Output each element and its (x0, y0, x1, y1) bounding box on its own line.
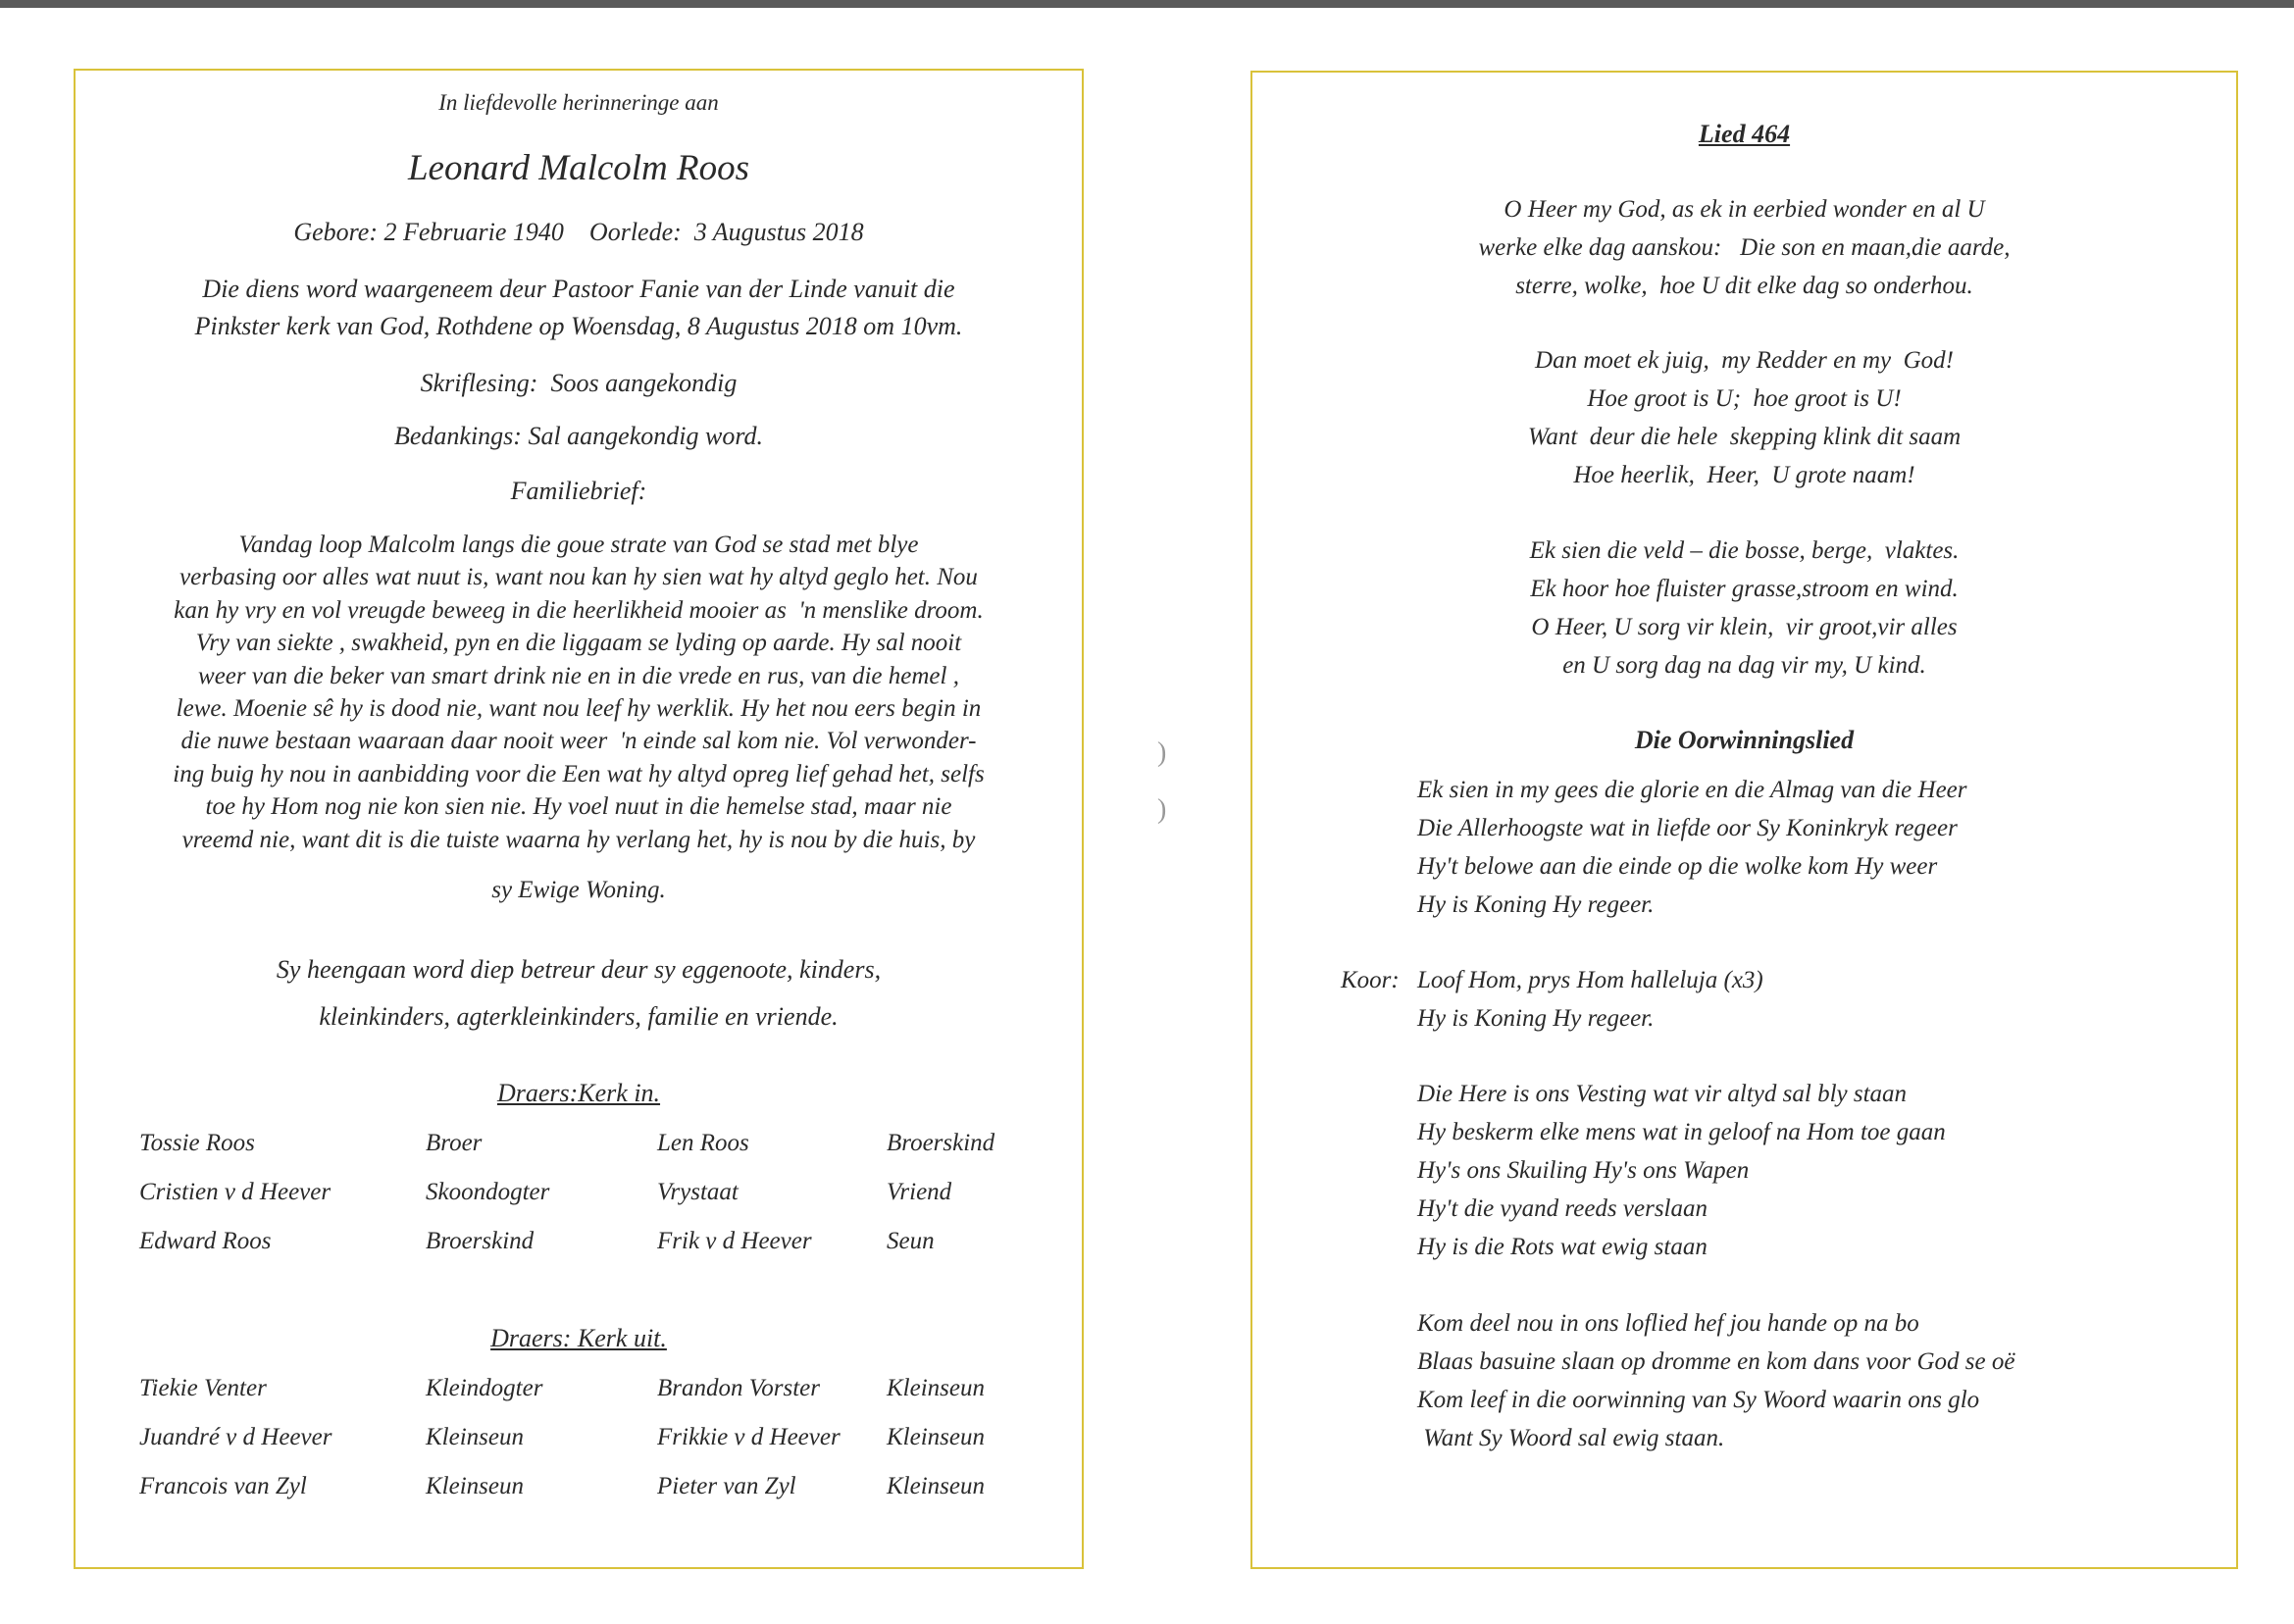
dates-line: Gebore: 2 Februarie 1940 Oorlede: 3 Augustus 2018 (293, 218, 864, 246)
right-page (1250, 71, 2238, 1569)
bearers-out-title: Draers: Kerk uit. (490, 1324, 667, 1352)
bearer-in-relation: Broerskind (426, 1228, 535, 1254)
bearer-out-name: Tiekie Venter (139, 1375, 267, 1401)
letter-line: ing buig hy nou in aanbidding voor die Een wat hy altyd opreg lief gehad het, selfs (173, 760, 985, 787)
stanza3-line: en U sorg dag na dag vir my, U kind. (1562, 652, 1926, 679)
letter-line: lewe. Moenie sê hy is dood nie, want nou leef hy werklik. Hy het nou eers begin in (176, 695, 982, 722)
hymn-title: Lied 464 (1698, 120, 1791, 148)
letter-line: die nuwe bestaan waaraan daar nooit weer 'n einde sal kom nie. Vol verwonder- (180, 728, 977, 755)
chorus-label: Koor: (1341, 967, 1400, 993)
bearer-in-name: Edward Roos (139, 1228, 272, 1254)
letter-line: Vandag loop Malcolm langs die goue strate van God se stad met blye (238, 532, 919, 558)
bearer-in-relation: Broer (426, 1130, 483, 1156)
song2-verse3-line: Blaas basuine slaan op dromme en kom dans voor God se oë (1417, 1348, 2015, 1375)
song2-verse2-line: Die Here is ons Vesting wat vir altyd sal bly staan (1417, 1081, 1908, 1107)
letter-line: Vry van siekte , swakheid, pyn en die liggaam se lyding op aarde. Hy sal nooit (195, 630, 962, 657)
binding-mark: ) (1157, 737, 1167, 768)
song2-verse2-line: Hy's ons Skuiling Hy's ons Wapen (1417, 1157, 1750, 1184)
bearer-out-name: Francois van Zyl (139, 1473, 307, 1499)
thanks-line: Bedankings: Sal aangekondig word. (394, 422, 763, 450)
bearer-out-relation: Kleinseun (887, 1375, 985, 1401)
letter-line: vreemd nie, want dit is die tuiste waarna hy verlang het, hy is nou by die huis, by (181, 826, 976, 853)
stanza1-line: werke elke dag aanskou: Die son en maan,die aarde, (1478, 234, 2011, 261)
song2-verse3-line: Kom deel nou in ons loflied hef jou hande op na bo (1417, 1310, 1919, 1337)
song2-verse2-line: Hy is die Rots wat ewig staan (1417, 1234, 1708, 1260)
deceased-name: Leonard Malcolm Roos (407, 148, 750, 188)
song2-verse2-line: Hy't die vyand reeds verslaan (1417, 1195, 1708, 1222)
bearer-out-name: Pieter van Zyl (657, 1473, 796, 1499)
song2-verse1-line: Die Allerhoogste wat in liefde oor Sy Koninkryk regeer (1417, 815, 1958, 841)
reading-line: Skriflesing: Soos aangekondig (420, 369, 738, 397)
mourned-line-1: Sy heengaan word diep betreur deur sy eggenoote, kinders, (276, 955, 882, 984)
bearer-in-relation: Broerskind (887, 1130, 995, 1156)
song2-verse2-line: Hy beskerm elke mens wat in geloof na Hom toe gaan (1417, 1119, 1946, 1145)
service-line-2: Pinkster kerk van God, Rothdene op Woensdag, 8 Augustus 2018 om 10vm. (194, 312, 963, 340)
chorus-line: Loof Hom, prys Hom halleluja (x3) (1417, 967, 1763, 993)
bearer-in-name: Frik v d Heever (657, 1228, 812, 1254)
song2-title: Die Oorwinningslied (1634, 726, 1855, 754)
service-line-1: Die diens word waargeneem deur Pastoor Fanie van der Linde vanuit die (202, 275, 955, 303)
stanza3-line: O Heer, U sorg vir klein, vir groot,vir alles (1531, 614, 1958, 640)
stanza2-line: Dan moet ek juig, my Redder en my God! (1535, 347, 1954, 374)
binding-mark: ) (1157, 794, 1167, 825)
stanza1-line: O Heer my God, as ek in eerbied wonder en al U (1504, 196, 1985, 223)
bearer-in-name: Len Roos (657, 1130, 749, 1156)
stanza2-line: Hoe heerlik, Heer, U grote naam! (1573, 462, 1915, 488)
song2-verse1-line: Hy is Koning Hy regeer. (1417, 891, 1655, 918)
bearer-in-relation: Seun (887, 1228, 935, 1254)
bearer-in-relation: Vriend (887, 1179, 952, 1205)
letter-title: Familiebrief: (510, 477, 647, 505)
bearer-out-relation: Kleindogter (426, 1375, 543, 1401)
stanza3-line: Ek hoor hoe fluister grasse,stroom en wind. (1530, 576, 1959, 602)
bearer-out-relation: Kleinseun (426, 1473, 524, 1499)
scan-top-edge (0, 0, 2294, 8)
bearer-out-name: Brandon Vorster (657, 1375, 820, 1401)
bearer-out-relation: Kleinseun (887, 1473, 985, 1499)
stanza2-line: Want deur die hele skepping klink dit saam (1527, 424, 1962, 450)
song2-verse1-line: Ek sien in my gees die glorie en die Almag van die Heer (1417, 777, 1967, 803)
left-page (74, 69, 1084, 1569)
stanza1-line: sterre, wolke, hoe U dit elke dag so onderhou. (1515, 273, 1973, 299)
bearer-out-name: Frikkie v d Heever (657, 1424, 841, 1450)
letter-line: weer van die beker van smart drink nie en in die vrede en rus, van die hemel , (198, 662, 959, 689)
letter-line: kan hy vry en vol vreugde beweeg in die heerlikheid mooier as 'n menslike droom. (174, 596, 984, 624)
stanza2-line: Hoe groot is U; hoe groot is U! (1587, 385, 1902, 412)
bearer-in-name: Cristien v d Heever (139, 1179, 331, 1205)
bearer-in-name: Vrystaat (657, 1179, 739, 1205)
bearer-out-relation: Kleinseun (887, 1424, 985, 1450)
stanza3-line: Ek sien die veld – die bosse, berge, vlaktes. (1529, 537, 1960, 564)
mourned-line-2: kleinkinders, agterkleinkinders, familie en vriende. (319, 1002, 839, 1031)
bearer-out-name: Juandré v d Heever (139, 1424, 332, 1450)
song2-verse1-line: Hy't belowe aan die einde op die wolke kom Hy weer (1417, 853, 1938, 880)
song2-verse3-line: Want Sy Woord sal ewig staan. (1417, 1425, 1725, 1451)
letter-line: toe hy Hom nog nie kon sien nie. Hy voel nuut in die hemelse stad, maar nie (205, 793, 952, 821)
bearer-in-name: Tossie Roos (139, 1130, 255, 1156)
letter-line: verbasing oor alles wat nuut is, want nou kan hy sien wat hy altyd geglo het. Nou (179, 564, 978, 591)
chorus-line: Hy is Koning Hy regeer. (1417, 1005, 1655, 1032)
letter-line: sy Ewige Woning. (491, 877, 666, 903)
bearer-in-relation: Skoondogter (426, 1179, 550, 1205)
song2-verse3-line: Kom leef in die oorwinning van Sy Woord waarin ons glo (1417, 1387, 1980, 1413)
bearers-in-title: Draers:Kerk in. (496, 1079, 661, 1107)
in-memory-line: In liefdevolle herinneringe aan (438, 90, 719, 115)
bearer-out-relation: Kleinseun (426, 1424, 524, 1450)
